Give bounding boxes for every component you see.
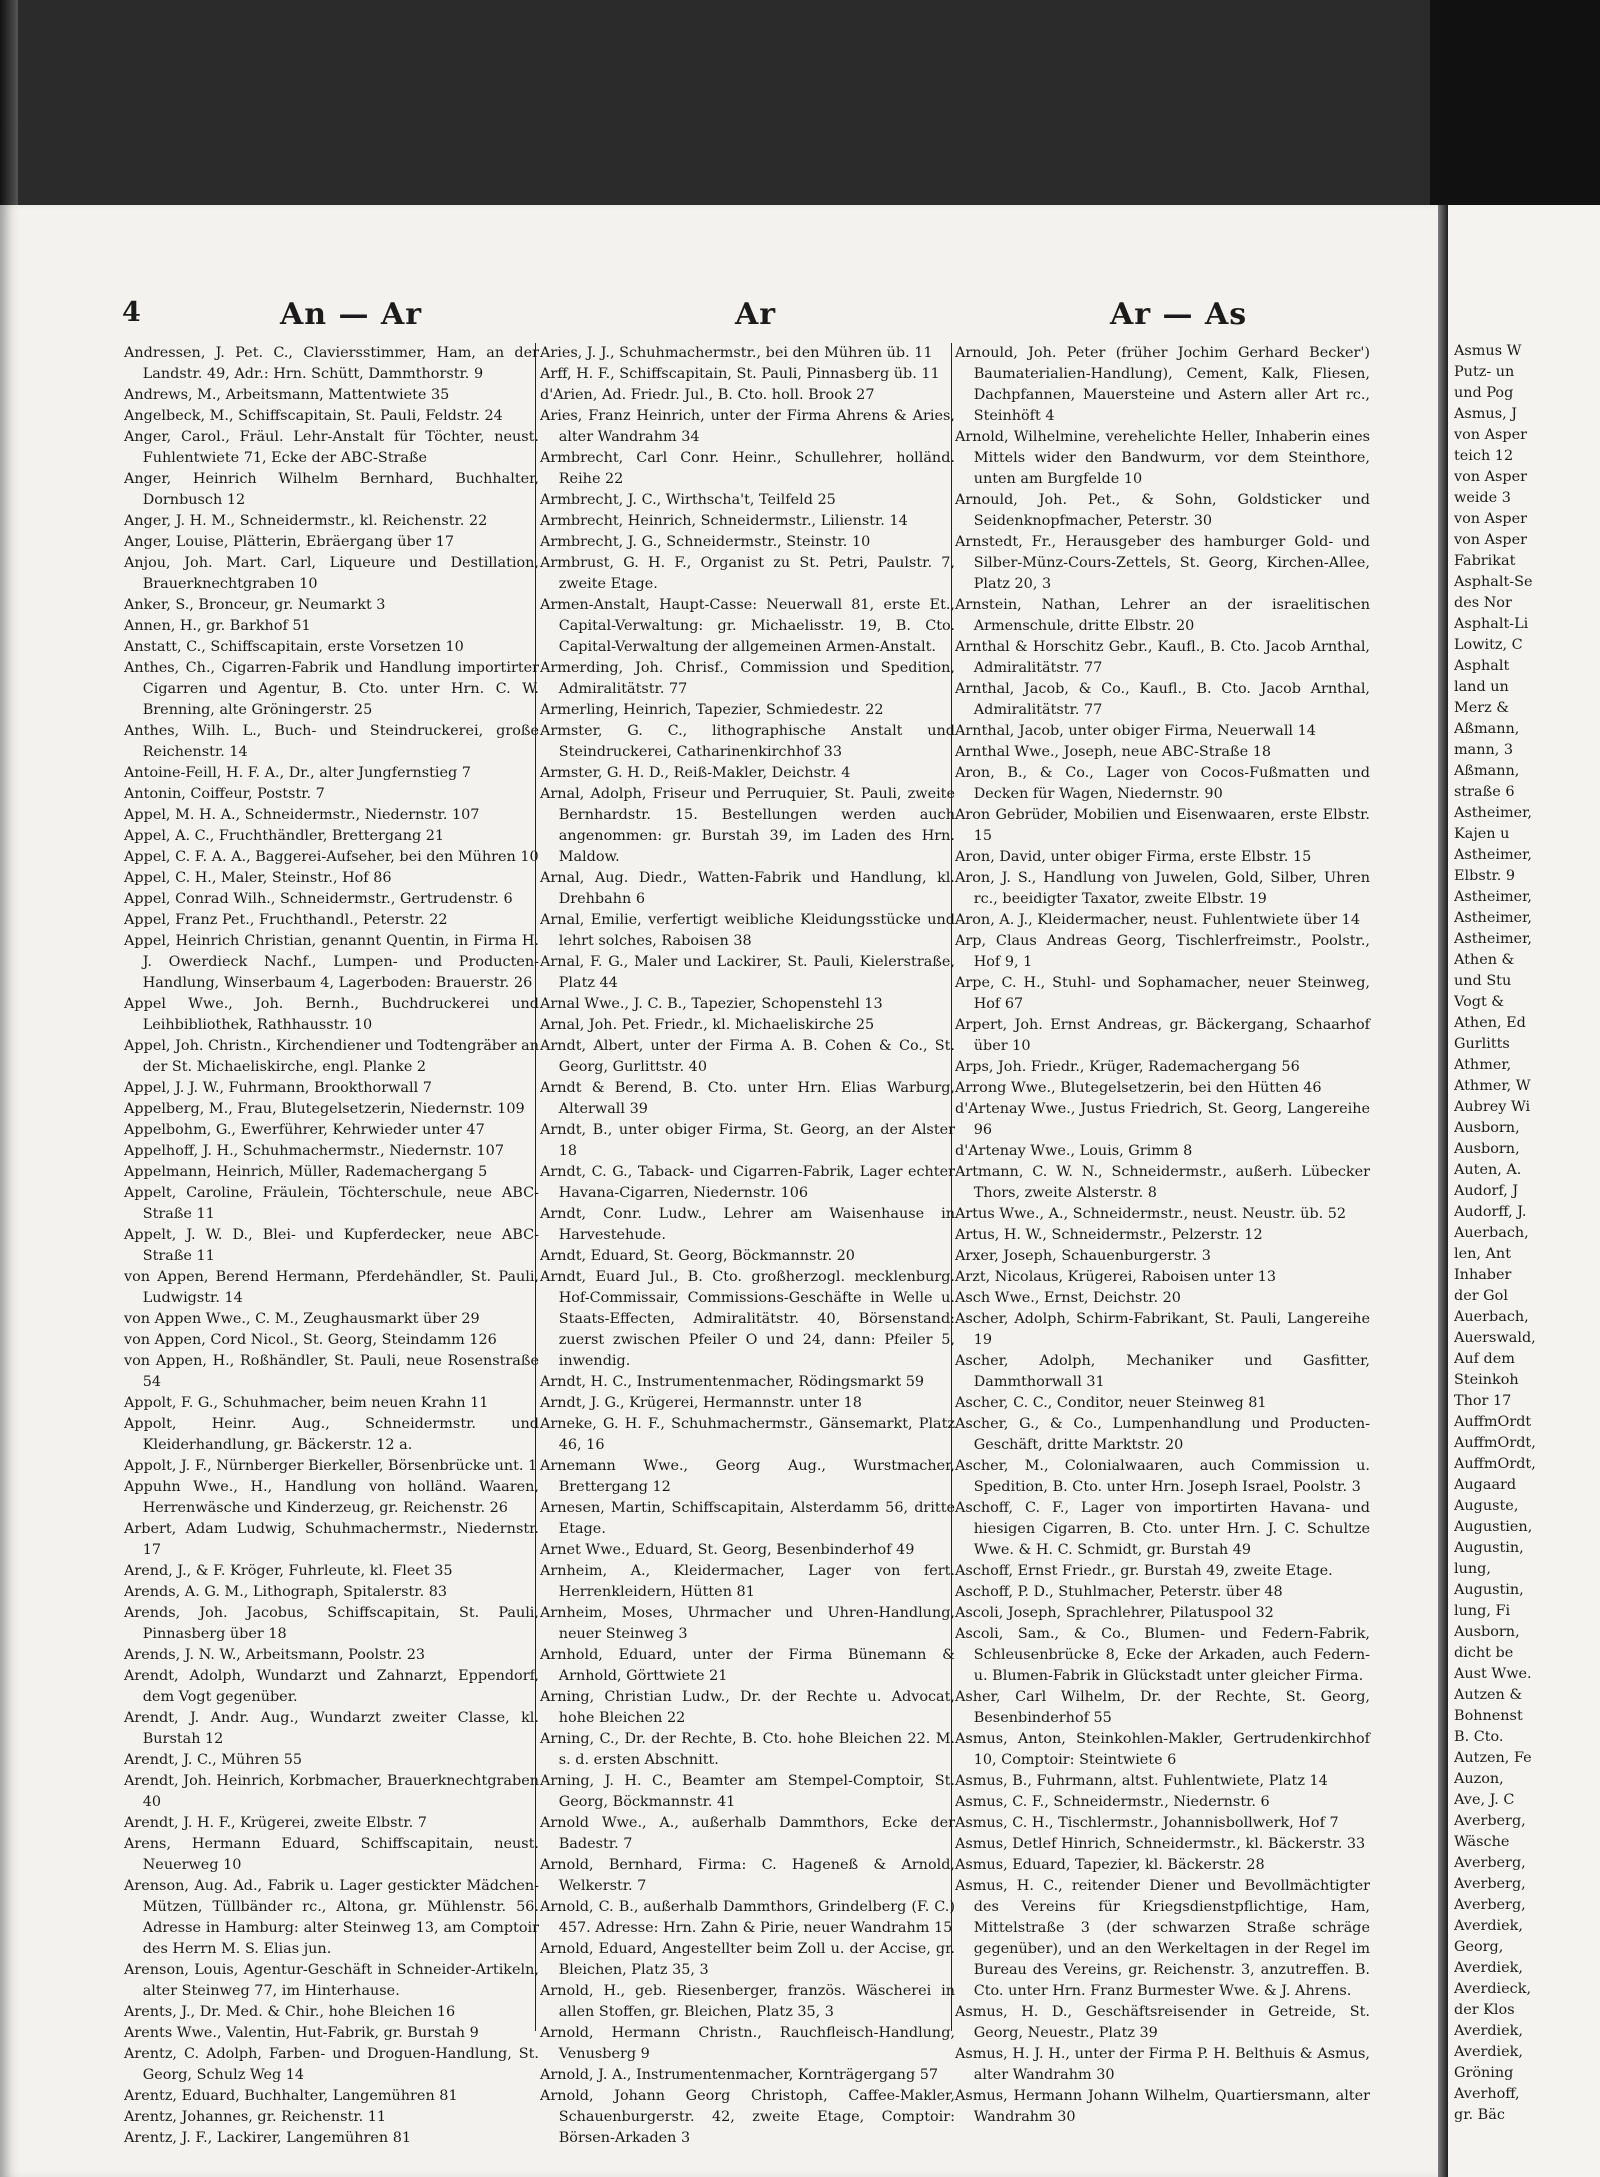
directory-entry: Asch Wwe., Ernst, Deichstr. 20 xyxy=(955,1290,1181,1306)
directory-entry-fragment: Putz- un xyxy=(1454,364,1515,380)
directory-entry: Arnold, H., geb. Riesenberger, französ. Wäscherei in allen Stoffen, gr. Bleichen, Platz 35, 3 xyxy=(540,1983,955,2020)
directory-entry-fragment: AuffmOrdt, xyxy=(1454,1456,1536,1472)
directory-entry-fragment: Athen & xyxy=(1454,952,1515,968)
directory-entry: Asher, Carl Wilhelm, Dr. der Rechte, St. Georg, Besenbinderhof 55 xyxy=(955,1689,1370,1726)
directory-entry: Ascoli, Sam., & Co., Blumen- und Federn-Fabrik, Schleusenbrücke 8, Ecke der Arkaden, auch Federn- u. Blumen-Fabrik in Glückstadt unter gleicher Firma. xyxy=(955,1626,1370,1684)
directory-entry-fragment: Augustien, xyxy=(1454,1519,1533,1535)
directory-entry-fragment: der Klos xyxy=(1454,2002,1515,2018)
directory-entry: Arendt, J. C., Mühren 55 xyxy=(124,1752,303,1768)
directory-column-1 xyxy=(124,343,539,2149)
directory-entry-fragment: Athmer, W xyxy=(1454,1078,1531,1094)
directory-entry-fragment: Audorf, J xyxy=(1454,1183,1519,1199)
directory-entry: Appel, C. F. A. A., Baggerei-Aufseher, bei den Mühren 10 xyxy=(124,849,539,865)
directory-entry-fragment: Lowitz, C xyxy=(1454,637,1523,653)
directory-entry-fragment: Vogt & xyxy=(1454,994,1505,1010)
directory-entry-fragment: Auzon, xyxy=(1454,1771,1504,1787)
directory-entry-fragment: straße 6 xyxy=(1454,784,1515,800)
directory-entry: Armerling, Heinrich, Tapezier, Schmiedestr. 22 xyxy=(540,702,884,718)
directory-entry: Arnould, Joh. Pet., & Sohn, Goldsticker und Seidenknopfmacher, Peterstr. 30 xyxy=(955,492,1370,529)
directory-entry: Asmus, H. J. H., unter der Firma P. H. Belthuis & Asmus, alter Wandrahm 30 xyxy=(955,2046,1370,2083)
directory-entry: Aschoff, Ernst Friedr., gr. Burstah 49, zweite Etage. xyxy=(955,1563,1333,1579)
directory-entry: Anthes, Ch., Cigarren-Fabrik und Handlung importirter Cigarren und Agentur, B. Cto. unter Hrn. C. W. Brenning, alte Gröningerstr. 25 xyxy=(124,660,539,718)
directory-entry-fragment: Steinkoh xyxy=(1454,1372,1519,1388)
directory-entry: Arents, J., Dr. Med. & Chir., hohe Bleichen 16 xyxy=(124,2004,456,2020)
directory-entry: Arnthal & Horschitz Gebr., Kaufl., B. Cto. Jacob Arnthal, Admiralitätstr. 77 xyxy=(955,639,1370,676)
directory-entry-fragment: Aubrey Wi xyxy=(1454,1099,1531,1115)
directory-entry: Arnal, Joh. Pet. Friedr., kl. Michaeliskirche 25 xyxy=(540,1017,875,1033)
directory-entry-fragment: lung, xyxy=(1454,1561,1491,1577)
directory-entry-fragment: und Pog xyxy=(1454,385,1514,401)
directory-entry: Artus, H. W., Schneidermstr., Pelzerstr. 12 xyxy=(955,1227,1263,1243)
directory-entry: Appelt, Caroline, Fräulein, Töchterschule, neue ABC-Straße 11 xyxy=(124,1185,539,1222)
directory-entry: Arnold Wwe., A., außerhalb Dammthors, Ecke der Badestr. 7 xyxy=(540,1815,955,1852)
directory-entry-fragment: B. Cto. xyxy=(1454,1729,1504,1745)
directory-entry: Asmus, C. H., Tischlermstr., Johannisbollwerk, Hof 7 xyxy=(955,1815,1339,1831)
directory-entry: Ascoli, Joseph, Sprachlehrer, Pilatuspool 32 xyxy=(955,1605,1274,1621)
directory-entry: Anker, S., Bronceur, gr. Neumarkt 3 xyxy=(124,597,386,613)
directory-entry-fragment: lung, Fi xyxy=(1454,1603,1511,1619)
directory-entry-fragment: Averberg, xyxy=(1454,1855,1526,1871)
directory-page xyxy=(0,205,1438,2177)
directory-entry-fragment: Averberg, xyxy=(1454,1876,1526,1892)
directory-entry: Arndt, Conr. Ludw., Lehrer am Waisenhause in Harvestehude. xyxy=(540,1206,955,1243)
header-right: Ar — As xyxy=(1110,297,1248,332)
directory-entry: Appelmann, Heinrich, Müller, Rademachergang 5 xyxy=(124,1164,488,1180)
directory-entry-fragment: Autzen & xyxy=(1454,1687,1523,1703)
directory-entry-fragment: gr. Bäc xyxy=(1454,2107,1505,2123)
directory-entry: Aron, A. J., Kleidermacher, neust. Fuhlentwiete über 14 xyxy=(955,912,1360,928)
directory-entry: Andrews, M., Arbeitsmann, Mattentwiete 35 xyxy=(124,387,450,403)
directory-entry-fragment: weide 3 xyxy=(1454,490,1511,506)
directory-entry-fragment: Inhaber xyxy=(1454,1267,1512,1283)
directory-entry: Anger, Carol., Fräul. Lehr-Anstalt für Töchter, neust. Fuhlentwiete 71, Ecke der ABC-Straße xyxy=(124,429,539,466)
directory-entry: Arnold, Eduard, Angestellter beim Zoll u. der Accise, gr. Bleichen, Platz 35, 3 xyxy=(540,1941,955,1978)
directory-entry: Arnold, C. B., außerhalb Dammthors, Grindelberg (F. C.) 457. Adresse: Hrn. Zahn & Pirie, neuer Wandrahm 15 xyxy=(540,1899,955,1936)
directory-entry-fragment: von Asper xyxy=(1454,427,1528,443)
directory-entry: Aschoff, C. F., Lager von importirten Havana- und hiesigen Cigarren, B. Cto. unter Hrn. J. C. Schultze Wwe. & H. C. Schmidt, gr. Burstah 49 xyxy=(955,1500,1370,1558)
directory-entry: Asmus, H. C., reitender Diener und Bevollmächtigter des Vereins für Kriegsdienstpflichtige, Ham, Mittelstraße 3 (der schwarzen Straße schräge gegenüber), und an den Werkeltagen in der Regel im Bureau des Vereins, gr. Reichenstr. 3, anzutreffen. B. Cto. unter Hrn. Franz Burmester Wwe. & J. Ahrens. xyxy=(955,1878,1370,1999)
directory-entry: Arps, Joh. Friedr., Krüger, Rademachergang 56 xyxy=(955,1059,1300,1075)
directory-entry: Arnal, Aug. Diedr., Watten-Fabrik und Handlung, kl. Drehbahn 6 xyxy=(540,870,955,907)
directory-entry: Arenson, Louis, Agentur-Geschäft in Schneider-Artikeln, alter Steinweg 77, im Hinterhause. xyxy=(124,1962,539,1999)
directory-entry-fragment: Asphalt-Se xyxy=(1454,574,1533,590)
directory-entry: Arzt, Nicolaus, Krügerei, Raboisen unter 13 xyxy=(955,1269,1277,1285)
directory-entry: Arp, Claus Andreas Georg, Tischlerfreimstr., Poolstr., Hof 9, 1 xyxy=(955,933,1370,970)
directory-entry-fragment: Aßmann, xyxy=(1454,763,1520,779)
directory-entry: Arents Wwe., Valentin, Hut-Fabrik, gr. Burstah 9 xyxy=(124,2025,479,2041)
directory-entry: Armster, G. C., lithographische Anstalt und Steindruckerei, Catharinenkirchhof 33 xyxy=(540,723,955,760)
directory-entry: Appolt, J. F., Nürnberger Bierkeller, Börsenbrücke unt. 1 xyxy=(124,1458,538,1474)
directory-entry: Arnstedt, Fr., Herausgeber des hamburger Gold- und Silber-Münz-Cours-Zettels, St. Georg, Kirchen-Allee, Platz 20, 3 xyxy=(955,534,1370,592)
directory-entry: Asmus, C. F., Schneidermstr., Niedernstr. 6 xyxy=(955,1794,1270,1810)
directory-entry: Arnheim, Moses, Uhrmacher und Uhren-Handlung, neuer Steinweg 3 xyxy=(540,1605,955,1642)
directory-entry: Appel, Conrad Wilh., Schneidermstr., Gertrudenstr. 6 xyxy=(124,891,513,907)
directory-entry-fragment: und Stu xyxy=(1454,973,1512,989)
directory-entry: Anstatt, C., Schiffscapitain, erste Vorsetzen 10 xyxy=(124,639,464,655)
directory-entry-fragment: Averdiek, xyxy=(1454,2044,1523,2060)
directory-entry: Appel, M. H. A., Schneidermstr., Niedernstr. 107 xyxy=(124,807,480,823)
directory-entry-fragment: des Nor xyxy=(1454,595,1512,611)
directory-entry: Aron, B., & Co., Lager von Cocos-Fußmatten und Decken für Wagen, Niedernstr. 90 xyxy=(955,765,1370,802)
directory-entry-fragment: Fabrikat xyxy=(1454,553,1516,569)
page-number: 4 xyxy=(122,297,141,328)
directory-entry-fragment: Ausborn, xyxy=(1454,1141,1520,1157)
directory-entry: Arning, C., Dr. der Rechte, B. Cto. hohe Bleichen 22. M. s. d. ersten Abschnitt. xyxy=(540,1731,955,1768)
directory-entry: Arends, A. G. M., Lithograph, Spitalerstr. 83 xyxy=(124,1584,448,1600)
directory-entry: Arning, Christian Ludw., Dr. der Rechte u. Advocat, hohe Bleichen 22 xyxy=(540,1689,955,1726)
directory-entry: Arnemann Wwe., Georg Aug., Wurstmacher, Brettergang 12 xyxy=(540,1458,955,1495)
header-center: Ar xyxy=(735,297,777,332)
directory-entry-fragment: Astheimer, xyxy=(1454,910,1532,926)
directory-entry: Aron Gebrüder, Mobilien und Eisenwaaren, erste Elbstr. 15 xyxy=(955,807,1370,844)
directory-entry: Arens, Hermann Eduard, Schiffscapitain, neust. Neuerweg 10 xyxy=(124,1836,539,1873)
directory-entry-fragment: Ave, J. C xyxy=(1454,1792,1515,1808)
directory-entry: Anger, Heinrich Wilhelm Bernhard, Buchhalter, Dornbusch 12 xyxy=(124,471,539,508)
directory-entry-fragment: Asphalt xyxy=(1454,658,1510,674)
directory-entry-fragment: Auguste, xyxy=(1454,1498,1519,1514)
directory-entry: Appel, C. H., Maler, Steinstr., Hof 86 xyxy=(124,870,392,886)
directory-entry-fragment: Astheimer, xyxy=(1454,889,1532,905)
directory-entry-fragment: Bohnenst xyxy=(1454,1708,1523,1724)
directory-entry: Arnthal, Jacob, & Co., Kaufl., B. Cto. Jacob Arnthal, Admiralitätstr. 77 xyxy=(955,681,1370,718)
directory-entry: Arnthal Wwe., Joseph, neue ABC-Straße 18 xyxy=(955,744,1272,760)
directory-entry: Ascher, C. C., Conditor, neuer Steinweg 81 xyxy=(955,1395,1267,1411)
directory-entry-fragment: len, Ant xyxy=(1454,1246,1511,1262)
directory-entry-fragment: Gurlitts xyxy=(1454,1036,1510,1052)
directory-entry-fragment: Elbstr. 9 xyxy=(1454,868,1516,884)
directory-entry: Arnstein, Nathan, Lehrer an der israelitischen Armenschule, dritte Elbstr. 20 xyxy=(955,597,1370,634)
directory-entry: Appolt, Heinr. Aug., Schneidermstr. und Kleiderhandlung, gr. Bäckerstr. 12 a. xyxy=(124,1416,539,1453)
directory-entry: Asmus, Eduard, Tapezier, kl. Bäckerstr. 28 xyxy=(955,1857,1265,1873)
directory-entry: Antonin, Coiffeur, Poststr. 7 xyxy=(124,786,325,802)
directory-entry-fragment: Averberg, xyxy=(1454,1813,1526,1829)
directory-entry: Arndt, Euard Jul., B. Cto. großherzogl. mecklenburg. Hof-Commissair, Commissions-Geschäfte in Welle u. Staats-Effecten, Admiralitätstr. 40, Börsenstand: zuerst zwischen Pfeiler O und 24, dann: Pfeiler 5, inwendig. xyxy=(540,1269,955,1369)
directory-entry: Arnold, J. A., Instrumentenmacher, Kornträgergang 57 xyxy=(540,2067,939,2083)
directory-entry: Arendt, J. Andr. Aug., Wundarzt zweiter Classe, kl. Burstah 12 xyxy=(124,1710,539,1747)
directory-entry: d'Arien, Ad. Friedr. Jul., B. Cto. holl. Brook 27 xyxy=(540,387,875,403)
directory-entry: Asmus, Detlef Hinrich, Schneidermstr., kl. Bäckerstr. 33 xyxy=(955,1836,1366,1852)
directory-entry: Ascher, Adolph, Schirm-Fabrikant, St. Pauli, Langereihe 19 xyxy=(955,1311,1370,1348)
directory-entry: von Appen, Berend Hermann, Pferdehändler, St. Pauli, Ludwigstr. 14 xyxy=(124,1269,539,1306)
directory-entry: Anthes, Wilh. L., Buch- und Steindruckerei, große Reichenstr. 14 xyxy=(124,723,539,760)
directory-entry-fragment: Astheimer, xyxy=(1454,847,1532,863)
directory-entry: Appel, Franz Pet., Fruchthandl., Peterstr. 22 xyxy=(124,912,448,928)
directory-entry: Arends, Joh. Jacobus, Schiffscapitain, St. Pauli, Pinnasberg über 18 xyxy=(124,1605,539,1642)
directory-entry: Arnhold, Eduard, unter der Firma Bünemann & Arnhold, Görttwiete 21 xyxy=(540,1647,955,1684)
directory-entry: Arnal, Emilie, verfertigt weibliche Kleidungsstücke und lehrt solches, Raboisen 38 xyxy=(540,912,955,949)
directory-entry-fragment: Averhoff, xyxy=(1454,2086,1520,2102)
directory-entry-fragment: Augaard xyxy=(1454,1477,1517,1493)
directory-entry: Anger, Louise, Plätterin, Ebräergang über 17 xyxy=(124,534,454,550)
directory-entry-fragment: Ausborn, xyxy=(1454,1120,1520,1136)
directory-entry-fragment: Athmer, xyxy=(1454,1057,1512,1073)
directory-entry: Arndt, C. G., Taback- und Cigarren-Fabrik, Lager echter Havana-Cigarren, Niedernstr. 106 xyxy=(540,1164,955,1201)
directory-entry-fragment: von Asper xyxy=(1454,511,1528,527)
directory-entry: Andressen, J. Pet. C., Claviersstimmer, Ham, an der Landstr. 49, Adr.: Hrn. Schütt, Dammthorstr. 9 xyxy=(124,345,539,382)
directory-entry: Annen, H., gr. Barkhof 51 xyxy=(124,618,311,634)
directory-entry-fragment: Ausborn, xyxy=(1454,1624,1520,1640)
directory-entry: Arnal, Adolph, Friseur und Perruquier, St. Pauli, zweite Bernhardstr. 15. Bestellungen werden auch angenommen: gr. Burstah 39, im Laden des Hrn. Maldow. xyxy=(540,786,955,865)
directory-entry: Arnesen, Martin, Schiffscapitain, Alsterdamm 56, dritte Etage. xyxy=(540,1500,955,1537)
directory-entry: Arning, J. H. C., Beamter am Stempel-Comptoir, St. Georg, Böckmannstr. 41 xyxy=(540,1773,955,1810)
directory-entry-fragment: land un xyxy=(1454,679,1509,695)
directory-entry-fragment: Averdieck, xyxy=(1454,1981,1532,1997)
directory-entry: Arnold, Hermann Christn., Rauchfleisch-Handlung, Venusberg 9 xyxy=(540,2025,955,2062)
directory-entry: Appel, Heinrich Christian, genannt Quentin, in Firma H. J. Owerdieck Nachf., Lumpen- und Producten-Handlung, Winserbaum 4, Lagerboden: Brauerstr. 26 xyxy=(124,933,539,991)
directory-entry-fragment: teich 12 xyxy=(1454,448,1514,464)
directory-entry: Arbert, Adam Ludwig, Schuhmachermstr., Niedernstr. 17 xyxy=(124,1521,539,1558)
directory-entry: Arndt, Albert, unter der Firma A. B. Cohen & Co., St. Georg, Gurlittstr. 40 xyxy=(540,1038,955,1075)
directory-entry: Aschoff, P. D., Stuhlmacher, Peterstr. über 48 xyxy=(955,1584,1283,1600)
directory-entry: Arxer, Joseph, Schauenburgerstr. 3 xyxy=(955,1248,1211,1264)
directory-column-3 xyxy=(955,343,1370,2128)
directory-entry-fragment: Auf dem xyxy=(1454,1351,1515,1367)
directory-entry: Arndt, H. C., Instrumentenmacher, Rödingsmarkt 59 xyxy=(540,1374,925,1390)
directory-entry: Appel Wwe., Joh. Bernh., Buchdruckerei und Leihbibliothek, Rathhausstr. 10 xyxy=(124,996,539,1033)
directory-entry-fragment: Aust Wwe. xyxy=(1454,1666,1532,1682)
directory-entry-fragment: Wäsche xyxy=(1454,1834,1510,1850)
directory-entry: Arnthal, Jacob, unter obiger Firma, Neuerwall 14 xyxy=(955,723,1316,739)
directory-entry: Anjou, Joh. Mart. Carl, Liqueure und Destillation, Brauerknechtgraben 10 xyxy=(124,555,539,592)
background-dark-area xyxy=(1430,0,1600,205)
directory-entry: von Appen, Cord Nicol., St. Georg, Steindamm 126 xyxy=(124,1332,497,1348)
directory-entry: Armbrecht, J. G., Schneidermstr., Steinstr. 10 xyxy=(540,534,871,550)
directory-entry: Arpert, Joh. Ernst Andreas, gr. Bäckergang, Schaarhof über 10 xyxy=(955,1017,1370,1054)
directory-entry-fragment: dicht be xyxy=(1454,1645,1514,1661)
directory-entry: Armerding, Joh. Chrisf., Commission und Spedition, Admiralitätstr. 77 xyxy=(540,660,955,697)
directory-entry-fragment: Auten, A. xyxy=(1454,1162,1522,1178)
directory-entry: Appelbohm, G., Ewerführer, Kehrwieder unter 47 xyxy=(124,1122,485,1138)
directory-entry-fragment: Gröning xyxy=(1454,2065,1514,2081)
directory-entry: Armbrust, G. H. F., Organist zu St. Petri, Paulstr. 7, zweite Etage. xyxy=(540,555,955,592)
directory-entry: Arnold, Wilhelmine, verehelichte Heller, Inhaberin eines Mittels wider den Bandwurm, vor dem Steinthore, unten am Burgfelde 10 xyxy=(955,429,1370,487)
directory-entry-fragment: Augustin, xyxy=(1454,1582,1524,1598)
directory-entry-fragment: Thor 17 xyxy=(1454,1393,1512,1409)
directory-entry: Appel, Joh. Christn., Kirchendiener und Todtengräber an der St. Michaeliskirche, engl. Planke 2 xyxy=(124,1038,539,1075)
directory-entry: Appelt, J. W. D., Blei- und Kupferdecker, neue ABC-Straße 11 xyxy=(124,1227,539,1264)
directory-entry: Arpe, C. H., Stuhl- und Sophamacher, neuer Steinweg, Hof 67 xyxy=(955,975,1370,1012)
directory-entry-fragment: Averdiek, xyxy=(1454,2023,1523,2039)
directory-column-2 xyxy=(540,343,955,2149)
directory-entry-fragment: Asmus W xyxy=(1454,343,1522,359)
directory-entry-fragment: Audorff, J. xyxy=(1454,1204,1527,1220)
directory-entry: Arends, J. N. W., Arbeitsmann, Poolstr. 23 xyxy=(124,1647,426,1663)
directory-entry: Arnet Wwe., Eduard, St. Georg, Besenbinderhof 49 xyxy=(540,1542,915,1558)
directory-entry: Appelberg, M., Frau, Blutegelsetzerin, Niedernstr. 109 xyxy=(124,1101,525,1117)
directory-entry-fragment: von Asper xyxy=(1454,532,1528,548)
directory-entry: Angelbeck, M., Schiffscapitain, St. Pauli, Feldstr. 24 xyxy=(124,408,503,424)
directory-entry-fragment: AuffmOrdt, xyxy=(1454,1435,1536,1451)
directory-entry: Arentz, J. F., Lackirer, Langemühren 81 xyxy=(124,2130,412,2146)
directory-entry-fragment: Astheimer, xyxy=(1454,931,1532,947)
directory-entry: Arendt, Joh. Heinrich, Korbmacher, Brauerknechtgraben 40 xyxy=(124,1773,539,1810)
directory-entry: Arff, H. F., Schiffscapitain, St. Pauli, Pinnasberg üb. 11 xyxy=(540,366,940,382)
directory-entry-fragment: Kajen u xyxy=(1454,826,1510,842)
directory-entry: Armbrecht, Carl Conr. Heinr., Schullehrer, holländ. Reihe 22 xyxy=(540,450,955,487)
directory-entry: Arndt, J. G., Krügerei, Hermannstr. unter 18 xyxy=(540,1395,862,1411)
directory-entry-fragment: der Gol xyxy=(1454,1288,1508,1304)
directory-entry: Arndt & Berend, B. Cto. unter Hrn. Elias Warburg, Alterwall 39 xyxy=(540,1080,955,1117)
directory-entry: Arentz, C. Adolph, Farben- und Droguen-Handlung, St. Georg, Schulz Weg 14 xyxy=(124,2046,539,2083)
directory-entry: Antoine-Feill, H. F. A., Dr., alter Jungfernstieg 7 xyxy=(124,765,471,781)
directory-entry-fragment: Averdiek, xyxy=(1454,1918,1523,1934)
directory-entry: Artmann, C. W. N., Schneidermstr., außerh. Lübecker Thors, zweite Alsterstr. 8 xyxy=(955,1164,1370,1201)
next-page-column xyxy=(1454,341,1600,2126)
directory-entry-fragment: Asmus, J xyxy=(1454,406,1517,422)
directory-entry: Asmus, Anton, Steinkohlen-Makler, Gertrudenkirchhof 10, Comptoir: Steintwiete 6 xyxy=(955,1731,1370,1768)
directory-entry: Aron, David, unter obiger Firma, erste Elbstr. 15 xyxy=(955,849,1312,865)
directory-entry-fragment: Asphalt-Li xyxy=(1454,616,1529,632)
directory-entry-fragment: AuffmOrdt xyxy=(1454,1414,1532,1430)
directory-entry: Arentz, Johannes, gr. Reichenstr. 11 xyxy=(124,2109,387,2125)
book-binding xyxy=(1438,205,1448,2177)
directory-entry: Arnal Wwe., J. C. B., Tapezier, Schopenstehl 13 xyxy=(540,996,883,1012)
directory-entry: Armster, G. H. D., Reiß-Makler, Deichstr. 4 xyxy=(540,765,851,781)
directory-entry: Appuhn Wwe., H., Handlung von holländ. Waaren, Herrenwäsche und Kinderzeug, gr. Reichenstr. 26 xyxy=(124,1479,539,1516)
directory-entry: Aron, J. S., Handlung von Juwelen, Gold, Silber, Uhren rc., beeidigter Taxator, zweite Elbstr. 19 xyxy=(955,870,1370,907)
directory-entry: Arnal, F. G., Maler und Lackirer, St. Pauli, Kielerstraße, Platz 44 xyxy=(540,954,955,991)
directory-entry-fragment: Averdiek, xyxy=(1454,1960,1523,1976)
directory-entry: Asmus, Hermann Johann Wilhelm, Quartiersmann, alter Wandrahm 30 xyxy=(955,2088,1370,2125)
directory-entry: von Appen, H., Roßhändler, St. Pauli, neue Rosenstraße 54 xyxy=(124,1353,539,1390)
directory-entry: Arendt, Adolph, Wundarzt und Zahnarzt, Eppendorf, dem Vogt gegenüber. xyxy=(124,1668,539,1705)
directory-entry: Arneke, G. H. F., Schuhmachermstr., Gänsemarkt, Platz 46, 16 xyxy=(540,1416,955,1453)
directory-entry: Ascher, M., Colonialwaaren, auch Commission u. Spedition, B. Cto. unter Hrn. Joseph Israel, Poolstr. 3 xyxy=(955,1458,1370,1495)
directory-entry: Anger, J. H. M., Schneidermstr., kl. Reichenstr. 22 xyxy=(124,513,488,529)
directory-entry-fragment: Auerbach, xyxy=(1454,1309,1529,1325)
directory-entry: Arnould, Joh. Peter (früher Jochim Gerhard Becker') Baumaterialien-Handlung), Cement, Kalk, Fliesen, Dachpfannen, Mauersteine und Astern aller Art rc., Steinhöft 4 xyxy=(955,345,1370,424)
directory-entry-fragment: Augustin, xyxy=(1454,1540,1524,1556)
directory-entry-fragment: Auerswald, xyxy=(1454,1330,1536,1346)
directory-entry: Arnheim, A., Kleidermacher, Lager von fert. Herrenkleidern, Hütten 81 xyxy=(540,1563,955,1600)
directory-entry: Arendt, J. H. F., Krügerei, zweite Elbstr. 7 xyxy=(124,1815,427,1831)
directory-entry-fragment: Astheimer, xyxy=(1454,805,1532,821)
directory-entry-fragment: Auerbach, xyxy=(1454,1225,1529,1241)
directory-entry: d'Artenay Wwe., Justus Friedrich, St. Georg, Langereihe 96 xyxy=(955,1101,1370,1138)
directory-entry: Arnold, Bernhard, Firma: C. Hageneß & Arnold, Welkerstr. 7 xyxy=(540,1857,955,1894)
directory-entry: Appel, A. C., Fruchthändler, Brettergang 21 xyxy=(124,828,445,844)
directory-entry: Aries, Franz Heinrich, unter der Firma Ahrens & Aries, alter Wandrahm 34 xyxy=(540,408,955,445)
directory-entry: Asmus, H. D., Geschäftsreisender in Getreide, St. Georg, Neuestr., Platz 39 xyxy=(955,2004,1370,2041)
directory-entry: Armbrecht, Heinrich, Schneidermstr., Lilienstr. 14 xyxy=(540,513,908,529)
directory-entry: d'Artenay Wwe., Louis, Grimm 8 xyxy=(955,1143,1193,1159)
directory-entry-fragment: Georg, xyxy=(1454,1939,1504,1955)
directory-entry: Armbrecht, J. C., Wirthscha't, Teilfeld 25 xyxy=(540,492,836,508)
directory-entry: Appelhoff, J. H., Schuhmachermstr., Niedernstr. 107 xyxy=(124,1143,504,1159)
directory-entry-fragment: von Asper xyxy=(1454,469,1528,485)
directory-entry-fragment: Merz & xyxy=(1454,700,1510,716)
directory-entry: Arrong Wwe., Blutegelsetzerin, bei den Hütten 46 xyxy=(955,1080,1322,1096)
directory-entry: Arentz, Eduard, Buchhalter, Langemühren 81 xyxy=(124,2088,458,2104)
directory-entry: Aries, J. J., Schuhmachermstr., bei den Mühren üb. 11 xyxy=(540,345,933,361)
directory-entry-fragment: Autzen, Fe xyxy=(1454,1750,1532,1766)
directory-entry-fragment: Athen, Ed xyxy=(1454,1015,1526,1031)
directory-entry: von Appen Wwe., C. M., Zeughausmarkt über 29 xyxy=(124,1311,480,1327)
directory-entry-fragment: Averberg, xyxy=(1454,1897,1526,1913)
directory-entry: Armen-Anstalt, Haupt-Casse: Neuerwall 81, erste Et., Capital-Verwaltung: gr. Michaelisstr. 19, B. Cto. Capital-Verwaltung der allgemeinen Armen-Anstalt. xyxy=(540,597,955,655)
directory-entry-fragment: Aßmann, xyxy=(1454,721,1520,737)
directory-entry: Appel, J. J. W., Fuhrmann, Brookthorwall 7 xyxy=(124,1080,432,1096)
header-left: An — Ar xyxy=(280,297,423,332)
directory-entry: Ascher, Adolph, Mechaniker und Gasfitter, Dammthorwall 31 xyxy=(955,1353,1370,1390)
directory-entry: Arend, J., & F. Kröger, Fuhrleute, kl. Fleet 35 xyxy=(124,1563,453,1579)
directory-entry: Appolt, F. G., Schuhmacher, beim neuen Krahn 11 xyxy=(124,1395,489,1411)
directory-entry: Arnold, Johann Georg Christoph, Caffee-Makler, Schauenburgerstr. 42, zweite Etage, Comptoir: Börsen-Arkaden 3 xyxy=(540,2088,955,2146)
directory-entry: Arndt, B., unter obiger Firma, St. Georg, an der Alster 18 xyxy=(540,1122,955,1159)
directory-entry: Asmus, B., Fuhrmann, altst. Fuhlentwiete, Platz 14 xyxy=(955,1773,1328,1789)
directory-entry: Artus Wwe., A., Schneidermstr., neust. Neustr. üb. 52 xyxy=(955,1206,1347,1222)
directory-entry: Arenson, Aug. Ad., Fabrik u. Lager gestickter Mädchen-Mützen, Tüllbänder rc., Altona, gr. Mühlenstr. 56. Adresse in Hamburg: alter Steinweg 13, am Comptoir des Herrn M. S. Elias jun. xyxy=(124,1878,539,1957)
directory-entry-fragment: mann, 3 xyxy=(1454,742,1514,758)
next-page-fragment xyxy=(1448,205,1600,2177)
page-header xyxy=(0,297,1438,337)
directory-entry: Arndt, Eduard, St. Georg, Böckmannstr. 20 xyxy=(540,1248,855,1264)
directory-entry: Ascher, G., & Co., Lumpenhandlung und Producten-Geschäft, dritte Marktstr. 20 xyxy=(955,1416,1370,1453)
